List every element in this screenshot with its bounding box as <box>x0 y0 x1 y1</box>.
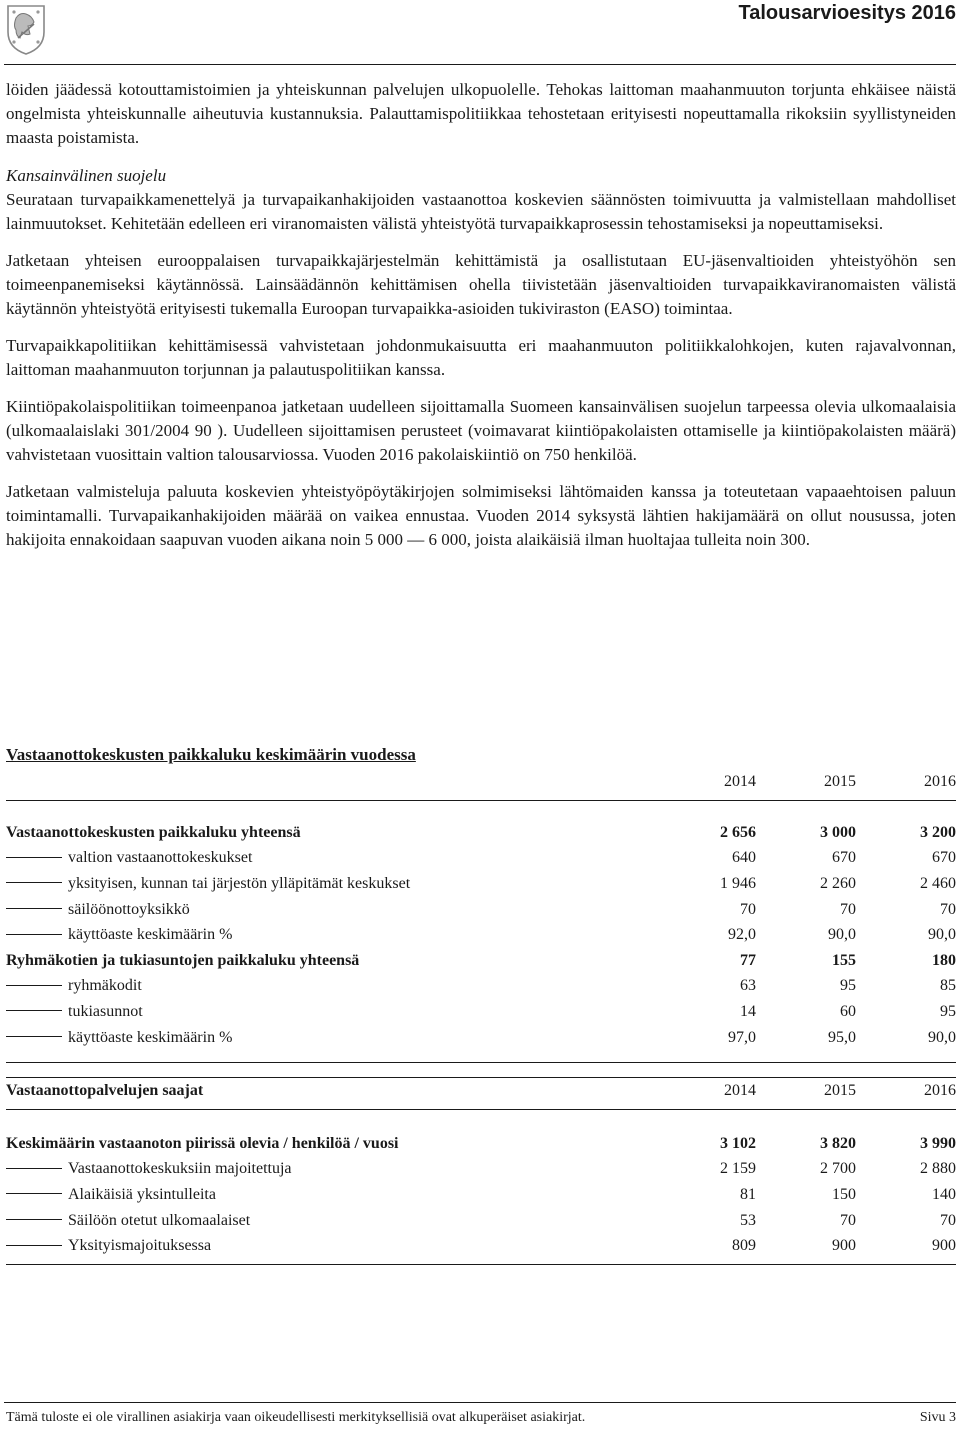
indent-dash <box>6 1010 62 1011</box>
row-label-cell <box>6 897 656 923</box>
row-label: Vastaanottokeskuksiin majoitettuja <box>68 1160 292 1178</box>
row-label-cell <box>6 1157 656 1183</box>
table-row <box>6 922 956 948</box>
value-cell: 70 <box>940 1211 956 1229</box>
row-label: valtion vastaanottokeskukset <box>68 849 253 867</box>
indent-dash <box>6 882 62 883</box>
footer-disclaimer: Tämä tuloste ei ole virallinen asiakirja vaan oikeudellisesti merkityksellisiä ovat alkuperäiset asiakirjat. <box>6 1410 586 1425</box>
table-header-label <box>6 768 656 796</box>
table-divider <box>6 800 956 801</box>
value-cell: 70 <box>740 900 756 918</box>
indent-dash <box>6 985 62 986</box>
row-label-cell <box>6 974 656 1000</box>
value-cell: 150 <box>832 1185 856 1203</box>
value-cell: 14 <box>740 1002 756 1020</box>
table-title: Vastaanottokeskusten paikkaluku keskimäärin vuodessa <box>6 745 416 764</box>
value-cell: 140 <box>932 1185 956 1203</box>
value-cell: 3 102 <box>720 1134 756 1152</box>
value-cell: 95 <box>940 1002 956 1020</box>
header-divider <box>4 64 956 65</box>
finnish-lion-crest-icon <box>4 2 48 56</box>
row-label: Säilöön otetut ulkomaalaiset <box>68 1211 251 1229</box>
year-header: 2016 <box>924 773 956 790</box>
services-table-body <box>6 1131 956 1259</box>
indent-dash <box>6 1193 62 1194</box>
value-cell: 95,0 <box>828 1028 856 1046</box>
row-label: tukiasunnot <box>68 1002 143 1020</box>
value-cell: 2 656 <box>720 823 756 841</box>
value-cell: 3 200 <box>920 823 956 841</box>
row-label: Ryhmäkotien ja tukiasuntojen paikkaluku yhteensä <box>6 951 360 969</box>
year-header: 2016 <box>924 1082 956 1099</box>
row-label: Keskimäärin vastaanoton piirissä olevia / henkilöä / vuosi <box>6 1134 399 1152</box>
value-cell: 670 <box>832 849 856 867</box>
capacity-table-body <box>6 820 956 1050</box>
value-cell: 2 260 <box>820 874 856 892</box>
table-divider <box>6 1062 956 1063</box>
row-label: Yksityismajoituksessa <box>68 1237 212 1255</box>
services-table-header <box>6 1077 956 1105</box>
row-label-cell <box>6 871 656 897</box>
value-cell: 3 990 <box>920 1134 956 1152</box>
row-label: Alaikäisiä yksintulleita <box>68 1185 216 1203</box>
row-label-cell <box>6 1025 656 1051</box>
document-title: Talousarvioesitys 2016 <box>738 2 956 24</box>
row-label: yksityisen, kunnan tai järjestön ylläpitämät keskukset <box>68 874 411 892</box>
value-cell: 90,0 <box>928 926 956 944</box>
value-cell: 70 <box>940 900 956 918</box>
table-row <box>6 1208 956 1234</box>
row-label-cell <box>6 948 656 974</box>
value-cell: 90,0 <box>928 1028 956 1046</box>
row-label-cell <box>6 1208 656 1234</box>
row-label-cell <box>6 922 656 948</box>
table-header-row <box>6 768 956 796</box>
table-row <box>6 1233 956 1259</box>
value-cell: 53 <box>740 1211 756 1229</box>
table-row <box>6 1131 956 1157</box>
value-cell: 2 159 <box>720 1160 756 1178</box>
row-label: käyttöaste keskimäärin % <box>68 926 233 944</box>
page-header <box>0 0 960 62</box>
value-cell: 180 <box>932 951 956 969</box>
value-cell: 1 946 <box>720 874 756 892</box>
indent-dash <box>6 1219 62 1220</box>
value-cell: 95 <box>840 977 856 995</box>
row-label: Vastaanottokeskusten paikkaluku yhteensä <box>6 823 301 841</box>
table-row <box>6 820 956 846</box>
indent-dash <box>6 1168 62 1169</box>
section-subheading: Kansainvälinen suojelu <box>6 166 167 185</box>
value-cell: 2 460 <box>920 874 956 892</box>
indent-dash <box>6 934 62 935</box>
table-row <box>6 846 956 872</box>
table-row <box>6 974 956 1000</box>
value-cell: 77 <box>740 951 756 969</box>
paragraph: Jatketaan valmisteluja paluuta koskevien yhteistyöpöytäkirjojen solmimiseksi lähtömaiden kanssa ja toteutetaan vapaaehtoisen paluun toimintamalli. Turvapaikanhakijoiden määrää on vaikea ennustaa. Vuoden 2014 syksystä lähtien hakijamäärä on ollut nousussa, joten hakijoita ennakoidaan saapuvan vuoden aikana noin 5 000 — 6 000, joista alaikäisiä ilman huoltajaa tulleita noin 300. <box>6 482 956 549</box>
paragraph-text: Seurataan turvapaikkamenettelyä ja turvapaikanhakijoiden vastaanottoa koskevien säännösten toimivuutta ja valmistellaan mahdolliset lainmuutokset. Kehitetään edelleen eri viranomaisten välistä yhteistyötä turvapaikkaprosessin tehostamiseksi ja nopeuttamiseksi. <box>6 190 956 233</box>
value-cell: 81 <box>740 1185 756 1203</box>
capacity-table <box>6 768 956 796</box>
value-cell: 2 700 <box>820 1160 856 1178</box>
body-text <box>6 78 956 565</box>
value-cell: 97,0 <box>728 1028 756 1046</box>
paragraph: löiden jäädessä kotouttamistoimien ja yhteiskunnan palvelujen ulkopuolelle. Tehokas laittoman maahanmuuton torjunta ehkäisee näistä ongelmista yhteiskunnalle aiheutuvia kustannuksia. Palauttamispolitiikkaa tehostetaan erityisesti nopeuttamalla rikoksiin syyllistyneiden maasta poistamista. <box>6 80 956 147</box>
value-cell: 70 <box>840 900 856 918</box>
table-divider <box>6 1109 956 1110</box>
value-cell: 63 <box>740 977 756 995</box>
value-cell: 85 <box>940 977 956 995</box>
row-label-cell <box>6 999 656 1025</box>
paragraph: Turvapaikkapolitiikan kehittämisessä vahvistetaan johdonmukaisuutta eri maahanmuuton politiikkalohkojen, kuten rajavalvonnan, laittoman maahanmuuton torjunnan ja palautuspolitiikan kanssa. <box>6 336 956 379</box>
value-cell: 155 <box>832 951 856 969</box>
value-cell: 70 <box>840 1211 856 1229</box>
indent-dash <box>6 857 62 858</box>
paragraph: Kiintiöpakolaispolitiikan toimeenpanoa jatketaan uudelleen sijoittamalla Suomeen kansainvälisen suojelun tarpeessa olevia ulkomaalaisia (ulkomaalaislaki 301/2004 90 ). Uudelleen sijoittamisen perusteet (voimavarat kiintiöpakolaisten ottamiselle ja kiintiöpakolaisten määrä) vahvistetaan vuosittain valtion talousarviossa. Vuoden 2016 pakolaiskiintiö on 750 henkilöä. <box>6 397 956 464</box>
year-header: 2014 <box>724 1082 756 1099</box>
indent-dash <box>6 908 62 909</box>
year-header: 2015 <box>824 1082 856 1099</box>
footer-divider <box>4 1402 956 1403</box>
year-header: 2015 <box>824 773 856 790</box>
value-cell: 809 <box>732 1237 756 1255</box>
table-title: Vastaanottopalvelujen saajat <box>6 1082 204 1099</box>
value-cell: 640 <box>732 849 756 867</box>
table-row <box>6 897 956 923</box>
page-number: Sivu 3 <box>919 1410 956 1425</box>
value-cell: 3 000 <box>820 823 856 841</box>
indent-dash <box>6 1245 62 1246</box>
paragraph: Jatketaan yhteisen eurooppalaisen turvapaikkajärjestelmän kehittämistä ja osallistutaan EU-jäsenvaltioiden yhteistyöhön sen toimeenpanemiseksi käytännössä. Lainsäädännön kehittämisen ohella tiivistetään jäsenvaltioiden turvapaikkaviranomaisten välistä käytännön yhteistyötä erityisesti tukemalla Euroopan turvapaikka-asioiden tukiviraston (EASO) toimintaa. <box>6 251 956 318</box>
table-header-row <box>6 1077 956 1105</box>
value-cell: 670 <box>932 849 956 867</box>
paragraph-with-subheading <box>6 164 956 236</box>
row-label-cell <box>6 820 656 846</box>
table-row <box>6 1182 956 1208</box>
table-row <box>6 871 956 897</box>
row-label-cell <box>6 1233 656 1259</box>
table-row <box>6 948 956 974</box>
value-cell: 60 <box>840 1002 856 1020</box>
row-label-cell <box>6 1131 656 1157</box>
value-cell: 900 <box>932 1237 956 1255</box>
table-divider <box>6 1264 956 1265</box>
row-label: ryhmäkodit <box>68 977 142 995</box>
year-header: 2014 <box>724 773 756 790</box>
table-row <box>6 1157 956 1183</box>
row-label-cell <box>6 1182 656 1208</box>
table-row <box>6 999 956 1025</box>
value-cell: 900 <box>832 1237 856 1255</box>
row-label: säilöönottoyksikkö <box>68 900 190 918</box>
row-label: käyttöaste keskimäärin % <box>68 1028 233 1046</box>
indent-dash <box>6 1036 62 1037</box>
value-cell: 92,0 <box>728 926 756 944</box>
value-cell: 3 820 <box>820 1134 856 1152</box>
value-cell: 2 880 <box>920 1160 956 1178</box>
row-label-cell <box>6 846 656 872</box>
value-cell: 90,0 <box>828 926 856 944</box>
table-row <box>6 1025 956 1051</box>
